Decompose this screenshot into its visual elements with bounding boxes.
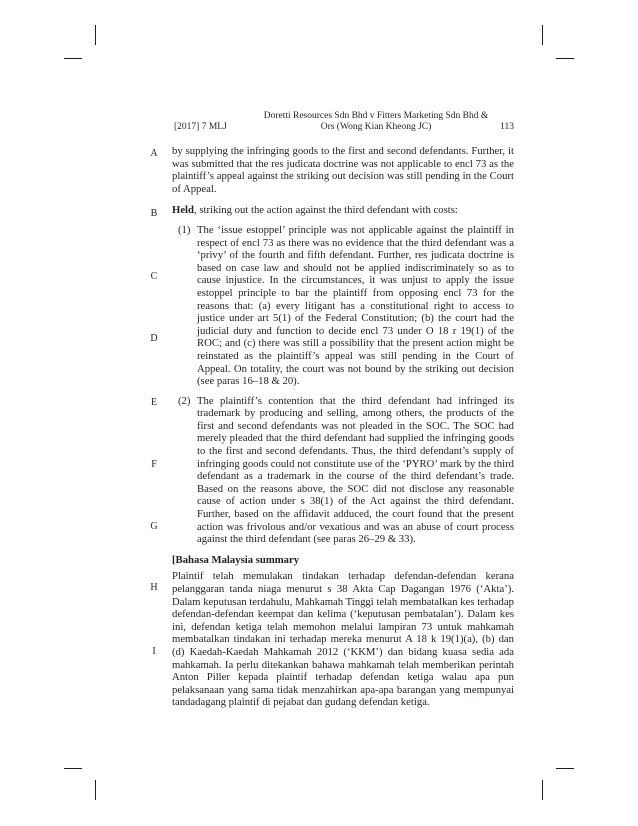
margin-letter-i: I: [152, 646, 156, 657]
held-paragraph: [172, 204, 514, 217]
crop-mark: [556, 768, 574, 769]
crop-mark: [64, 768, 82, 769]
margin-letter-a: A: [150, 148, 158, 159]
margin-letter-f: F: [151, 459, 157, 470]
held-item: [172, 224, 514, 388]
margin-letter-d: D: [150, 333, 158, 344]
header-case-line1: Doretti Resources Sdn Bhd v Fitters Marketing Sdn Bhd &: [263, 111, 489, 121]
page-number: 113: [500, 122, 514, 132]
page-body: [172, 145, 514, 709]
item-number: (2): [178, 394, 191, 407]
margin-letter-e: E: [150, 397, 158, 408]
margin-letter-b: B: [150, 208, 158, 219]
margin-letter-h: H: [150, 582, 158, 593]
bm-summary-heading: [Bahasa Malaysia summary: [172, 553, 300, 566]
header-case-name: [256, 111, 496, 133]
held-label: Held: [172, 204, 194, 217]
crop-mark: [64, 58, 82, 59]
margin-letter-c: C: [150, 271, 158, 282]
crop-mark: [556, 58, 574, 59]
margin-letter-g: G: [150, 521, 158, 532]
crop-mark: [95, 25, 96, 45]
item-number: (1): [178, 223, 191, 236]
bm-summary-paragraph: Plaintif telah memulakan tindakan terhadap defendan-defendan kerana pelanggaran tanda niaga menurut s 38 Akta Cap Dagangan 1976 (‘Akta’). Dalam keputusan terdahulu, Mahkamah Tinggi telah membatalkan kes terhadap defendan-defendan keempat dan kelima (‘keputusan pembatalan’). Dalam kes ini, defendan ketiga telah memohon melalui lampiran 73 untuk mahkamah membatalkan tindakan ini terhadap mereka menurut A 18 k 19(1)(a), (b) dan (d) Kaedah-Kaedah Mahkamah 2012 (‘KKM’) dan bidang kuasa sedia ada mahkamah. Ia perlu ditekankan bahawa mahkamah telah memberikan perintah Anton Piller kepada plaintif terhadap defendan ketiga walau apa pun pelaksanaan yang sama tidak menzahirkan apa-apa barangan yang mempunyai tandadagang plaintif di pejabat dan gudang defendan ketiga.: [172, 570, 514, 709]
header-case-line2: Ors (Wong Kian Kheong JC): [320, 122, 432, 132]
header-citation: [2017] 7 MLJ: [174, 122, 227, 132]
crop-mark: [542, 780, 543, 800]
held-item: [172, 395, 514, 546]
intro-paragraph: by supplying the infringing goods to the first and second defendants. Further, it was submitted that the res judicata doctrine was not applicable to encl 73 as the plaintiff’s appeal against the striking out decision was still pending in the Court of Appeal.: [172, 145, 514, 195]
held-text: , striking out the action against the third defendant with costs:: [193, 204, 458, 217]
item-text: The ‘issue estoppel’ principle was not applicable against the plaintiff in respect of encl 73 as there was no evidence that the third defendant was a ‘privy’ of the fourth and fifth defendant. Further, res judicata doctrine is based on case law and should not be applied indiscriminately so as to cause injustice. In the circumstances, it was unjust to apply the issue estoppel principle to bar the plaintiff from opposing encl 73 for the reasons that: (a) every litigant has a constitutional right to access to justice under art 5(1) of the Federal Constitution; (b) the court had the judicial duty and function to decide encl 73 under O 18 r 19(1) of the ROC; and (c) there was still a possibility that the present action might be reinstated as the plaintiff’s appeal was still pending in the Court of Appeal. On totality, the court was not bound by the striking out decision (see paras 16–18 & 20).: [197, 223, 514, 388]
crop-mark: [542, 25, 543, 45]
item-text: The plaintiff’s contention that the third defendant had infringed its trademark by producing and selling, among others, the products of the first and second defendants was not pleaded in the SOC. The SOC had merely pleaded that the third defendant had supplied the infringing goods to the first and second defendants. Thus, the third defendant’s supply of infringing goods could not constitute use of the ‘PYRO’ mark by the third defendant as a trademark in the course of the third defendant’s trade. Based on the reasons above, the SOC did not disclose any reasonable cause of action under s 38(1) of the Act against the third defendant. Further, based on the affidavit adduced, the court found that the present action was frivolous and/or vexatious and was an abuse of court process against the third defendant (see paras 26–29 & 33).: [197, 394, 514, 546]
crop-mark: [95, 780, 96, 800]
